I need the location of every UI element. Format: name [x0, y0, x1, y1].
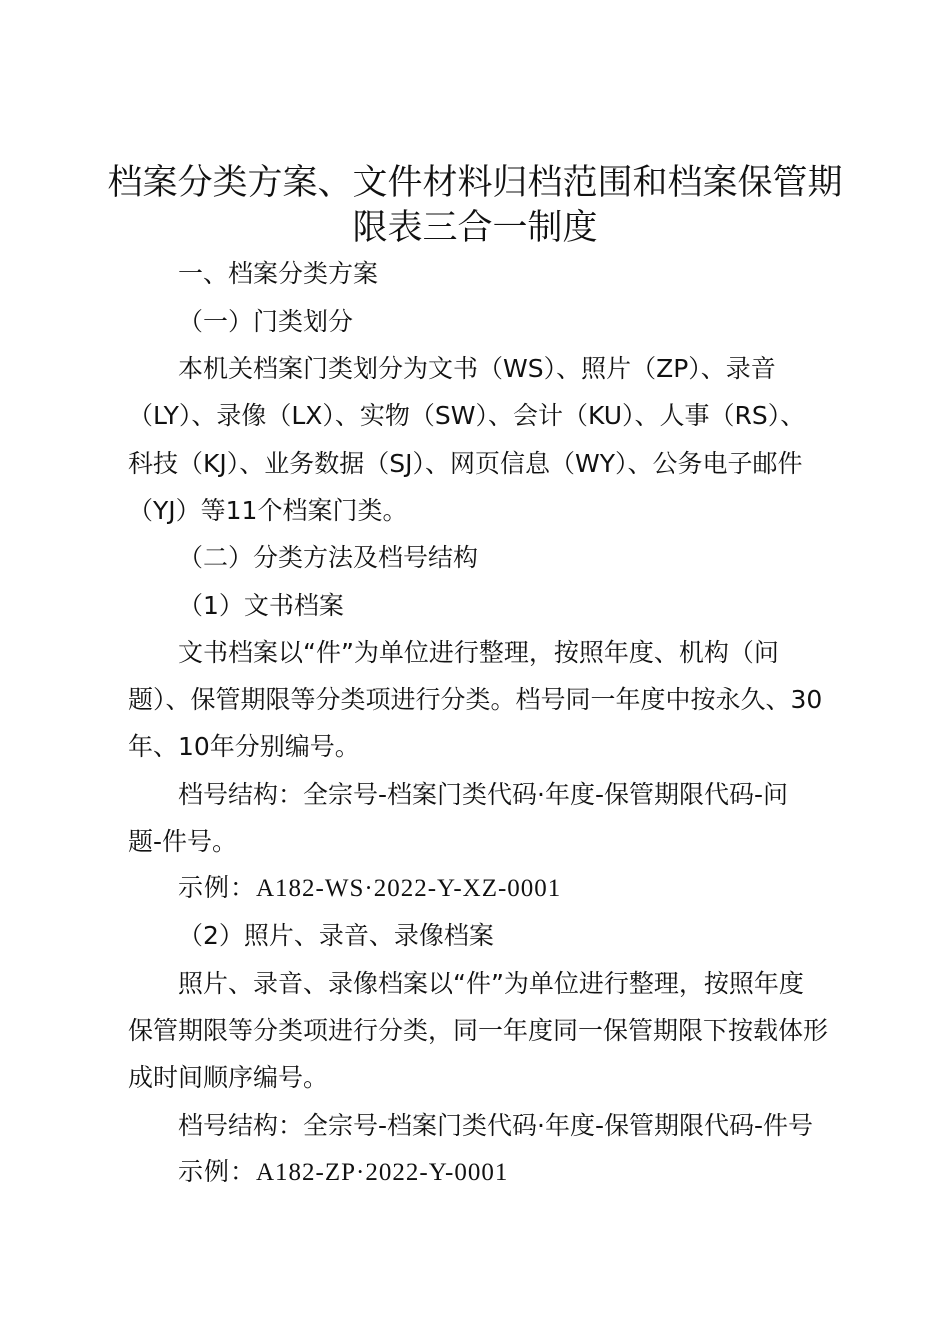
example-line: 示例：A182-WS·2022-Y-XZ-0001: [178, 875, 562, 902]
paragraph-line: （LY）、录像（LX）、实物（SW）、会计（KU）、人事（RS）、: [128, 401, 806, 430]
item-heading: （1）文书档案: [178, 591, 344, 620]
paragraph-line: 本机关档案门类划分为文书（WS）、照片（ZP）、录音: [178, 354, 776, 383]
paragraph-line: 题-件号。: [128, 827, 238, 856]
paragraph-line: 文书档案以“件”为单位进行整理，按照年度、机构（问: [178, 638, 779, 667]
document-title-line-2: 限表三合一制度: [352, 208, 598, 248]
item-heading: （2）照片、录音、录像档案: [178, 921, 494, 950]
paragraph-line: 保管期限等分类项进行分类，同一年度同一保管期限下按载体形: [128, 1016, 829, 1045]
paragraph-line: 年、10年分别编号。: [128, 732, 360, 761]
paragraph-line: 科技（KJ）、业务数据（SJ）、网页信息（WY）、公务电子邮件: [128, 449, 803, 478]
paragraph-line: 照片、录音、录像档案以“件”为单位进行整理，按照年度: [178, 969, 804, 998]
example-line: 示例：A182-ZP·2022-Y-0001: [178, 1159, 509, 1186]
section-heading: 一、档案分类方案: [178, 259, 379, 288]
paragraph-line: 成时间顺序编号。: [128, 1063, 329, 1092]
paragraph-line: （YJ）等11个档案门类。: [128, 496, 408, 525]
subsection-heading: （一）门类划分: [178, 307, 354, 336]
document-title-line-1: 档案分类方案、文件材料归档范围和档案保管期: [107, 163, 843, 203]
paragraph-line: 档号结构：全宗号-档案门类代码·年度-保管期限代码-件号: [178, 1111, 814, 1140]
paragraph-line: 档号结构：全宗号-档案门类代码·年度-保管期限代码-问: [178, 780, 789, 809]
paragraph-line: 题）、保管期限等分类项进行分类。档号同一年度中按永久、30: [128, 685, 823, 714]
subsection-heading: （二）分类方法及档号结构: [178, 543, 479, 572]
